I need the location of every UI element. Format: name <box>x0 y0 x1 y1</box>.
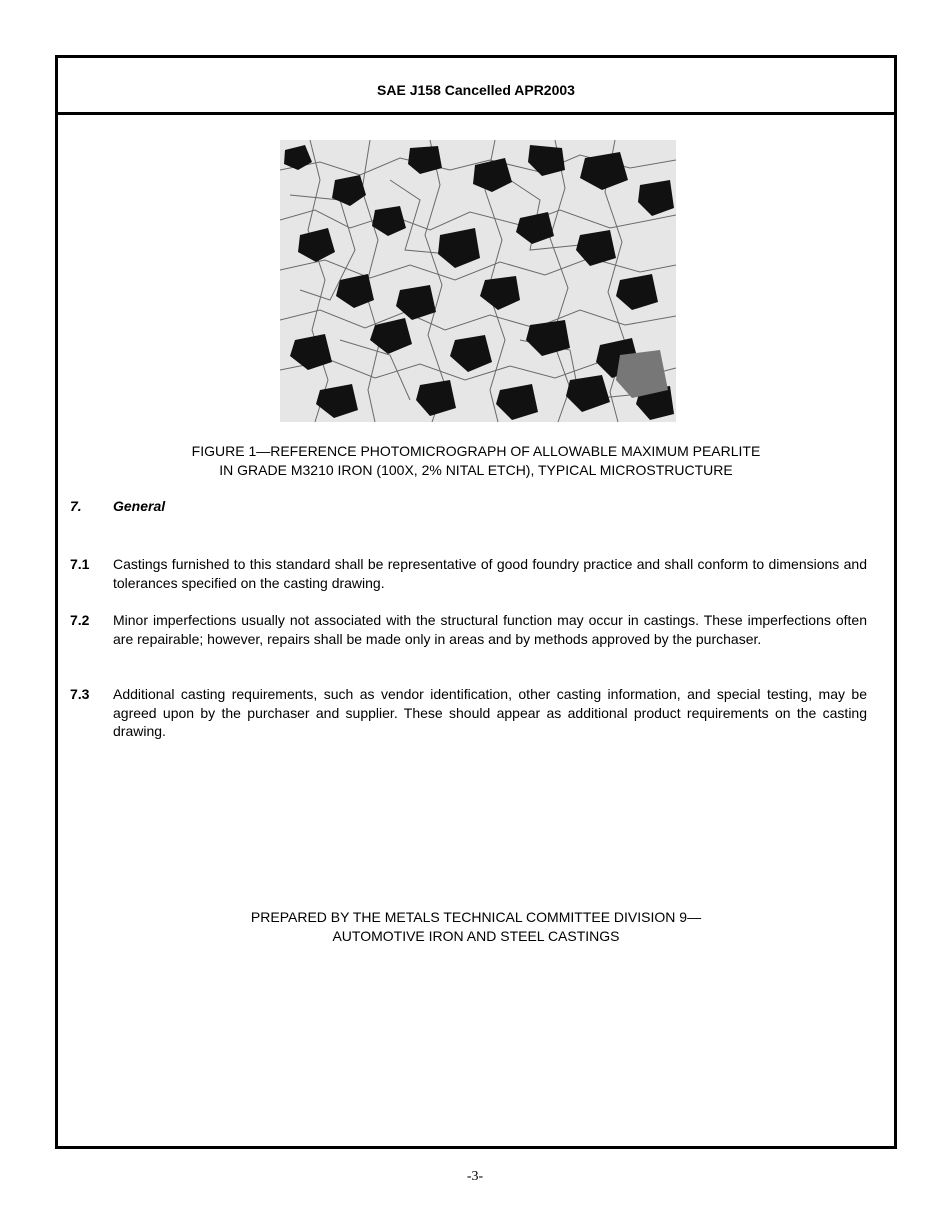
clause-7-3 <box>70 685 867 741</box>
section-number: 7. <box>70 498 82 514</box>
figure-caption <box>58 442 894 480</box>
prepared-by <box>58 908 894 945</box>
prepared-by-line-1: PREPARED BY THE METALS TECHNICAL COMMITTEE DIVISION 9— <box>250 909 702 925</box>
clause-text: Additional casting requirements, such as vendor identification, other casting information, and special testing, may be agreed upon by the purchaser and supplier. These should appear as additional product requirements on the casting drawing. <box>113 686 867 739</box>
clause-text: Castings furnished to this standard shall be representative of good foundry practice and shall conform to dimensions and tolerances specified on the casting drawing. <box>113 556 867 591</box>
clause-7-2 <box>70 611 867 648</box>
page-number: -3- <box>466 1169 484 1184</box>
micrograph-svg <box>280 140 676 422</box>
micrograph-image <box>280 140 676 422</box>
clause-number: 7.3 <box>70 686 90 702</box>
prepared-by-line-2: AUTOMOTIVE IRON AND STEEL CASTINGS <box>332 927 620 944</box>
document-header <box>58 58 894 115</box>
document-frame <box>55 55 897 1149</box>
section-title: General <box>113 498 166 514</box>
clause-7-1 <box>70 555 867 592</box>
document-title: SAE J158 Cancelled APR2003 <box>377 82 575 98</box>
clause-number: 7.2 <box>70 612 90 628</box>
figure-caption-line-2: IN GRADE M3210 IRON (100X, 2% NITAL ETCH), TYPICAL MICROSTRUCTURE <box>219 462 733 478</box>
clause-number: 7.1 <box>70 556 90 572</box>
figure-caption-line-1: FIGURE 1—REFERENCE PHOTOMICROGRAPH OF ALLOWABLE MAXIMUM PEARLITE <box>191 443 761 459</box>
clause-text: Minor imperfections usually not associated with the structural function may occur in castings. These imperfections often are repairable; however, repairs shall be made only in areas and by methods approved by the purchaser. <box>113 612 867 647</box>
